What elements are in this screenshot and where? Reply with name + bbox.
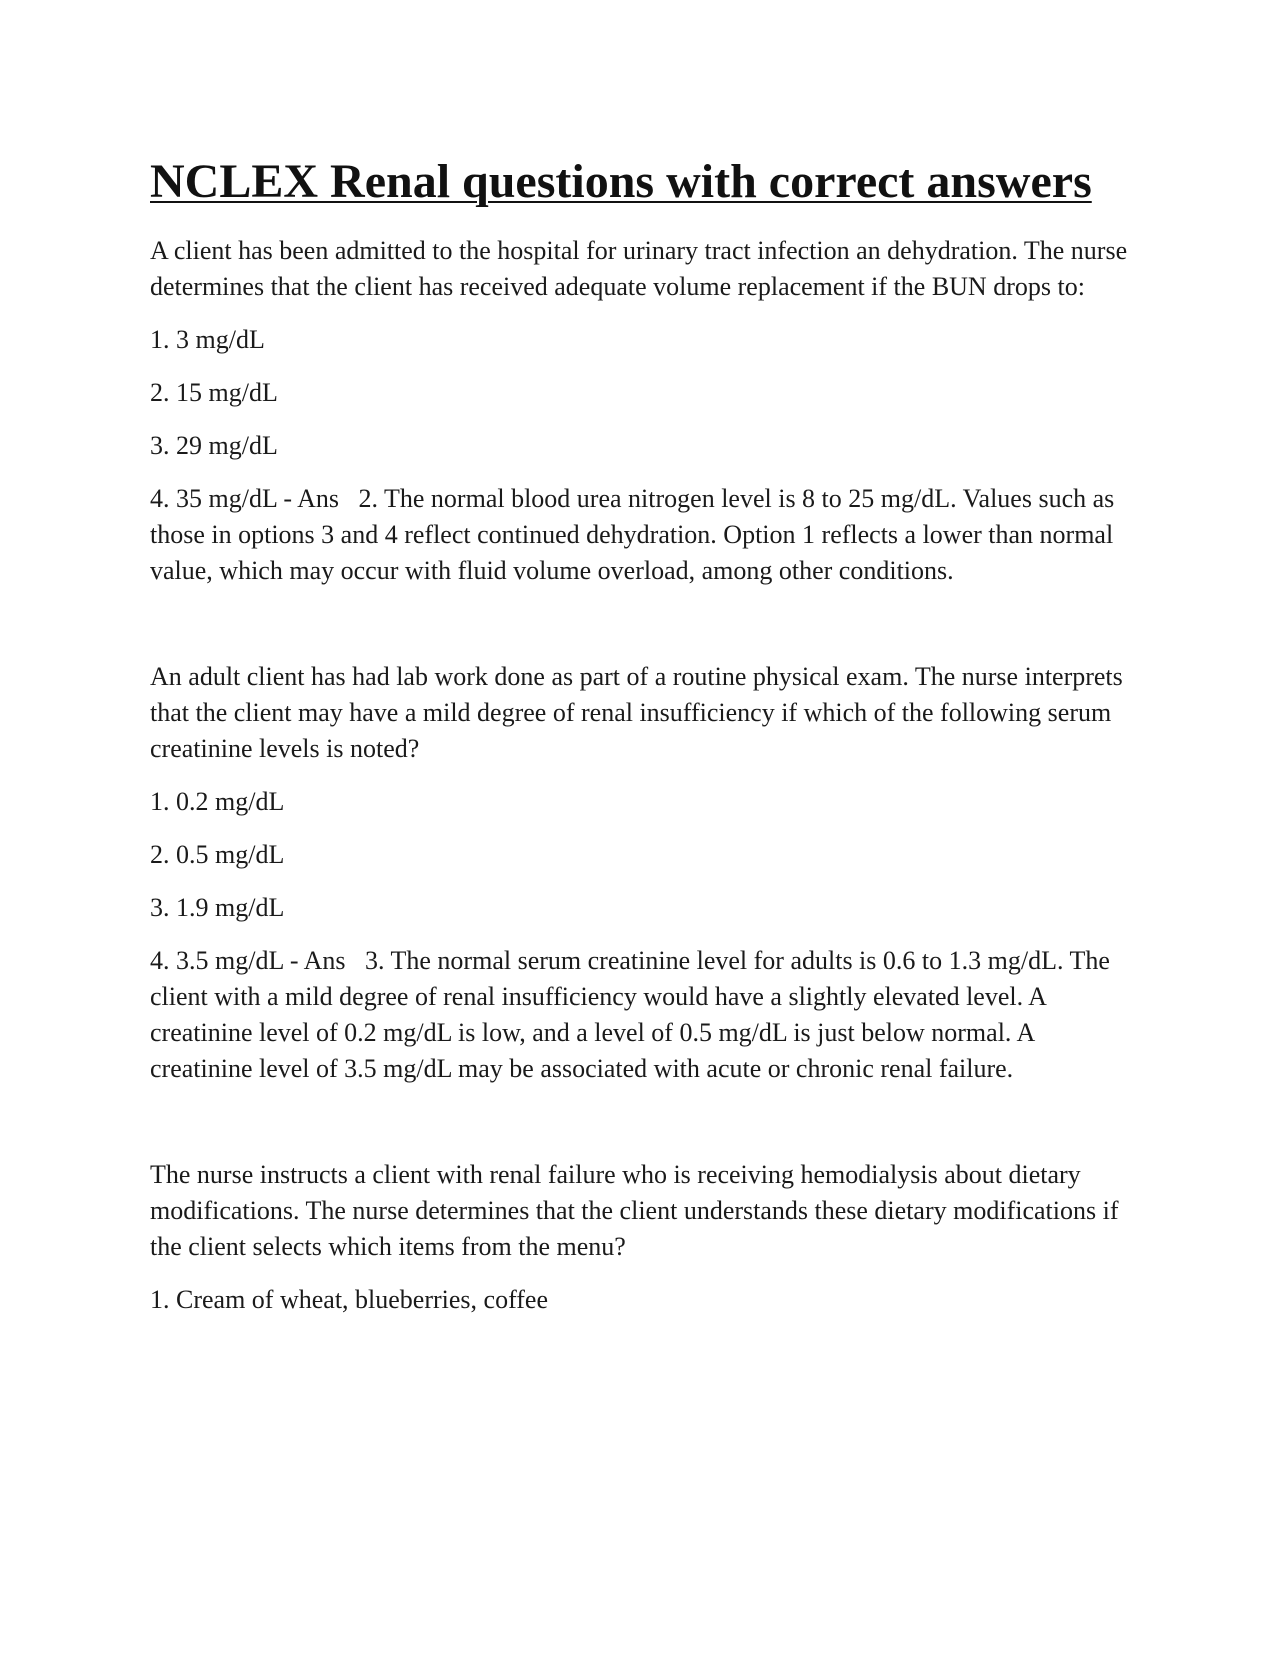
- question-1: [150, 233, 1134, 589]
- document-title: NCLEX Renal questions with correct answers: [150, 155, 1092, 208]
- answer-option: 1. 0.2 mg/dL: [150, 787, 285, 816]
- answer-option-with-rationale: 4. 3.5 mg/dL - Ans 3. The normal serum creatinine level for adults is 0.6 to 1.3 mg/dL. The client with a mild degree of renal insufficiency would have a slightly elevated level. A creatinine level of 0.2 mg/dL is low, and a level of 0.5 mg/dL is just below normal. A creatinine level of 3.5 mg/dL may be associated with acute or chronic renal failure.: [150, 946, 1117, 1083]
- answer-option: 2. 0.5 mg/dL: [150, 840, 285, 869]
- question-stem: The nurse instructs a client with renal failure who is receiving hemodialysis about dietary modifications. The nurse determines that the client understands these dietary modifications if the client selects which items from the menu?: [150, 1160, 1125, 1261]
- question-stem: A client has been admitted to the hospital for urinary tract infection an dehydration. The nurse determines that the client has received adequate volume replacement if the BUN drops to:: [150, 236, 1134, 301]
- answer-option: 3. 29 mg/dL: [150, 431, 278, 460]
- section-spacer: [150, 1104, 1130, 1157]
- answer-option: 1. Cream of wheat, blueberries, coffee: [150, 1285, 549, 1314]
- question-3: [150, 1157, 1130, 1318]
- answer-option: 2. 15 mg/dL: [150, 378, 278, 407]
- answer-option: 3. 1.9 mg/dL: [150, 893, 285, 922]
- question-2: [150, 659, 1130, 1087]
- document-page: [150, 150, 1134, 1335]
- section-spacer: [150, 606, 1130, 659]
- answer-option: 1. 3 mg/dL: [150, 325, 265, 354]
- question-stem: An adult client has had lab work done as part of a routine physical exam. The nurse interprets that the client may have a mild degree of renal insufficiency if which of the following serum creatinine levels is noted?: [150, 662, 1130, 763]
- answer-option-with-rationale: 4. 35 mg/dL - Ans 2. The normal blood urea nitrogen level is 8 to 25 mg/dL. Values such as those in options 3 and 4 reflect continued dehydration. Option 1 reflects a lower than normal value, which may occur with fluid volume overload, among other conditions.: [150, 484, 1121, 585]
